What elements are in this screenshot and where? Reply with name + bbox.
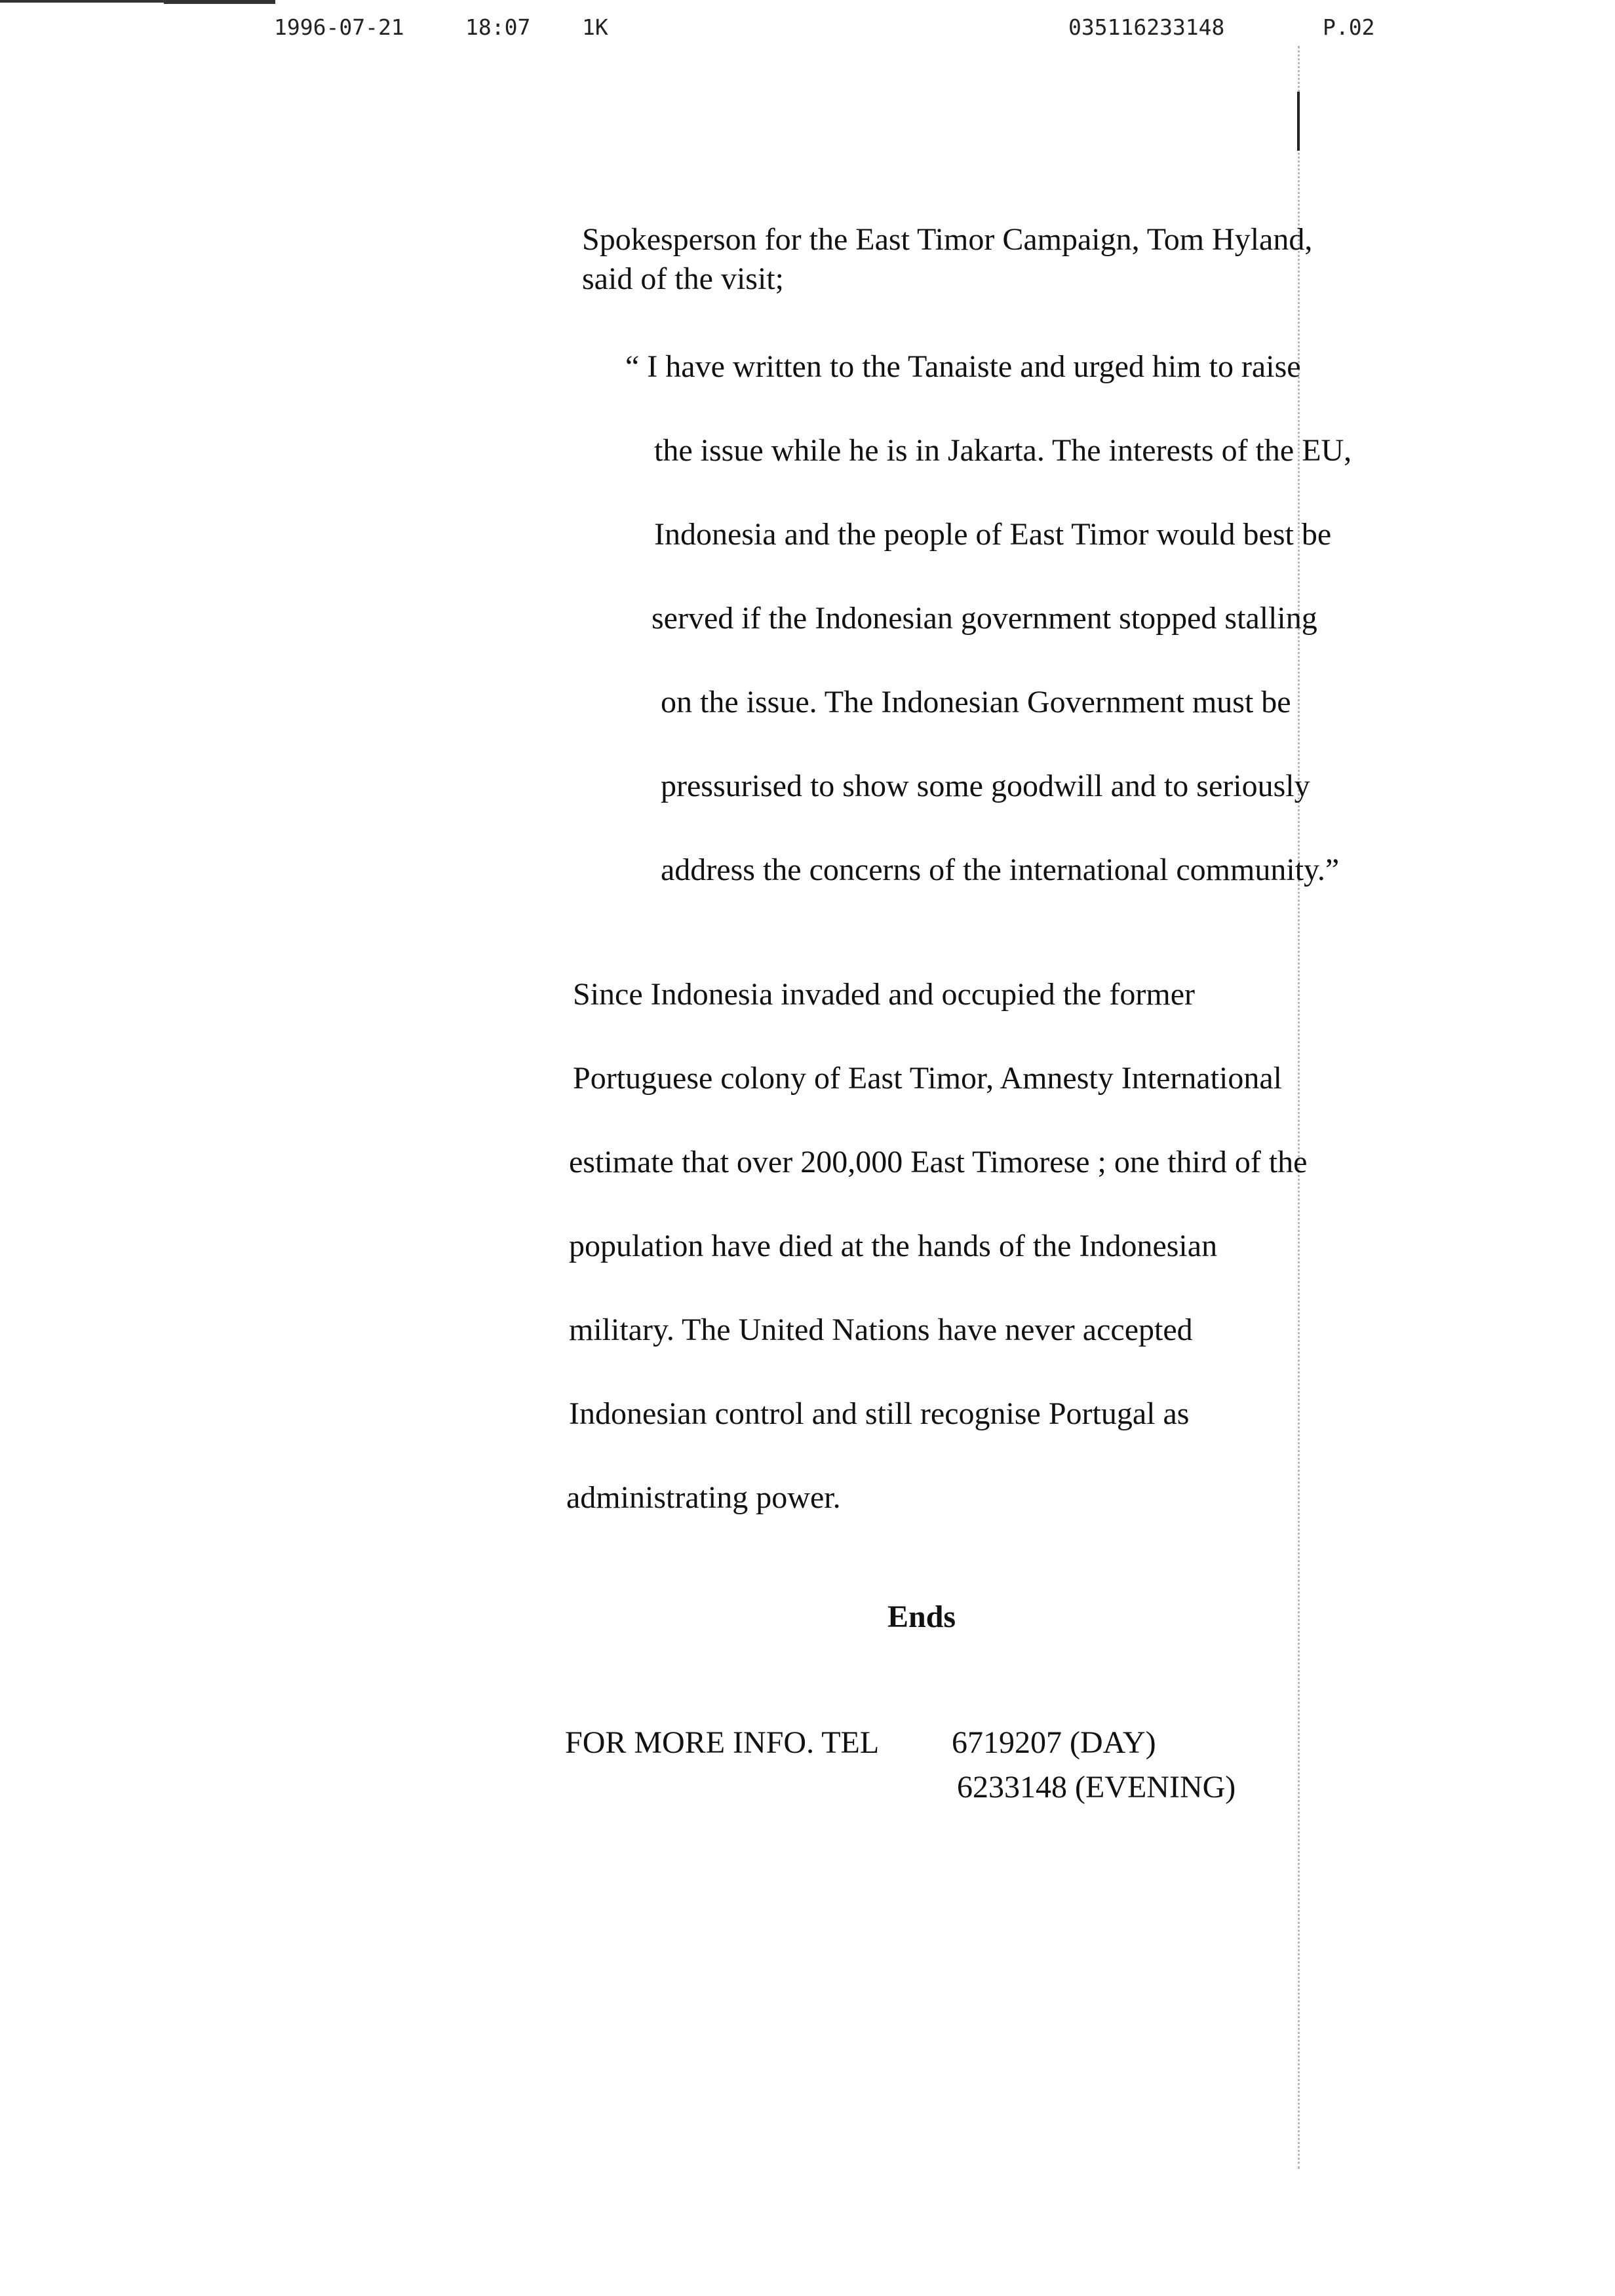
quote-line: address the concerns of the international community.” — [661, 852, 1340, 887]
fax-page-number: P.02 — [1323, 14, 1375, 40]
quote-line: served if the Indonesian government stopped stalling — [652, 601, 1317, 636]
body-line: military. The United Nations have never accepted — [569, 1312, 1193, 1347]
fax-top-rule-heavy — [164, 0, 275, 4]
body-line: Since Indonesia invaded and occupied the former — [573, 977, 1195, 1012]
fax-number: 035116233148 — [1068, 14, 1225, 40]
body-line: administrating power. — [566, 1480, 841, 1515]
quote-line: the issue while he is in Jakarta. The interests of the EU, — [654, 433, 1352, 468]
body-line: estimate that over 200,000 East Timorese ; one third of the — [569, 1145, 1308, 1179]
body-line: Portuguese colony of East Timor, Amnesty International — [573, 1061, 1282, 1096]
contact-day-phone: 6719207 (DAY) — [952, 1725, 1156, 1760]
fax-date: 1996-07-21 — [274, 14, 404, 40]
intro-line: Spokesperson for the East Timor Campaign, Tom Hyland, — [582, 222, 1313, 257]
fax-header — [0, 14, 1615, 47]
quote-line: “ I have written to the Tanaiste and urged him to raise — [625, 349, 1301, 384]
body-line: Indonesian control and still recognise Portugal as — [569, 1396, 1190, 1431]
ends-marker: Ends — [887, 1599, 956, 1634]
intro-line: said of the visit; — [582, 261, 784, 296]
quote-line: pressurised to show some goodwill and to seriously — [661, 769, 1310, 803]
quote-line: on the issue. The Indonesian Government must be — [661, 685, 1291, 719]
fax-page-count: 1K — [582, 14, 608, 40]
fax-fold-mark — [1297, 92, 1300, 151]
contact-evening-phone: 6233148 (EVENING) — [957, 1770, 1236, 1805]
body-line: population have died at the hands of the Indonesian — [569, 1229, 1218, 1263]
intro-paragraph — [582, 220, 1312, 299]
fax-time: 18:07 — [465, 14, 531, 40]
contact-label: FOR MORE INFO. TEL — [565, 1725, 880, 1760]
quote-line: Indonesia and the people of East Timor would best be — [654, 517, 1332, 552]
